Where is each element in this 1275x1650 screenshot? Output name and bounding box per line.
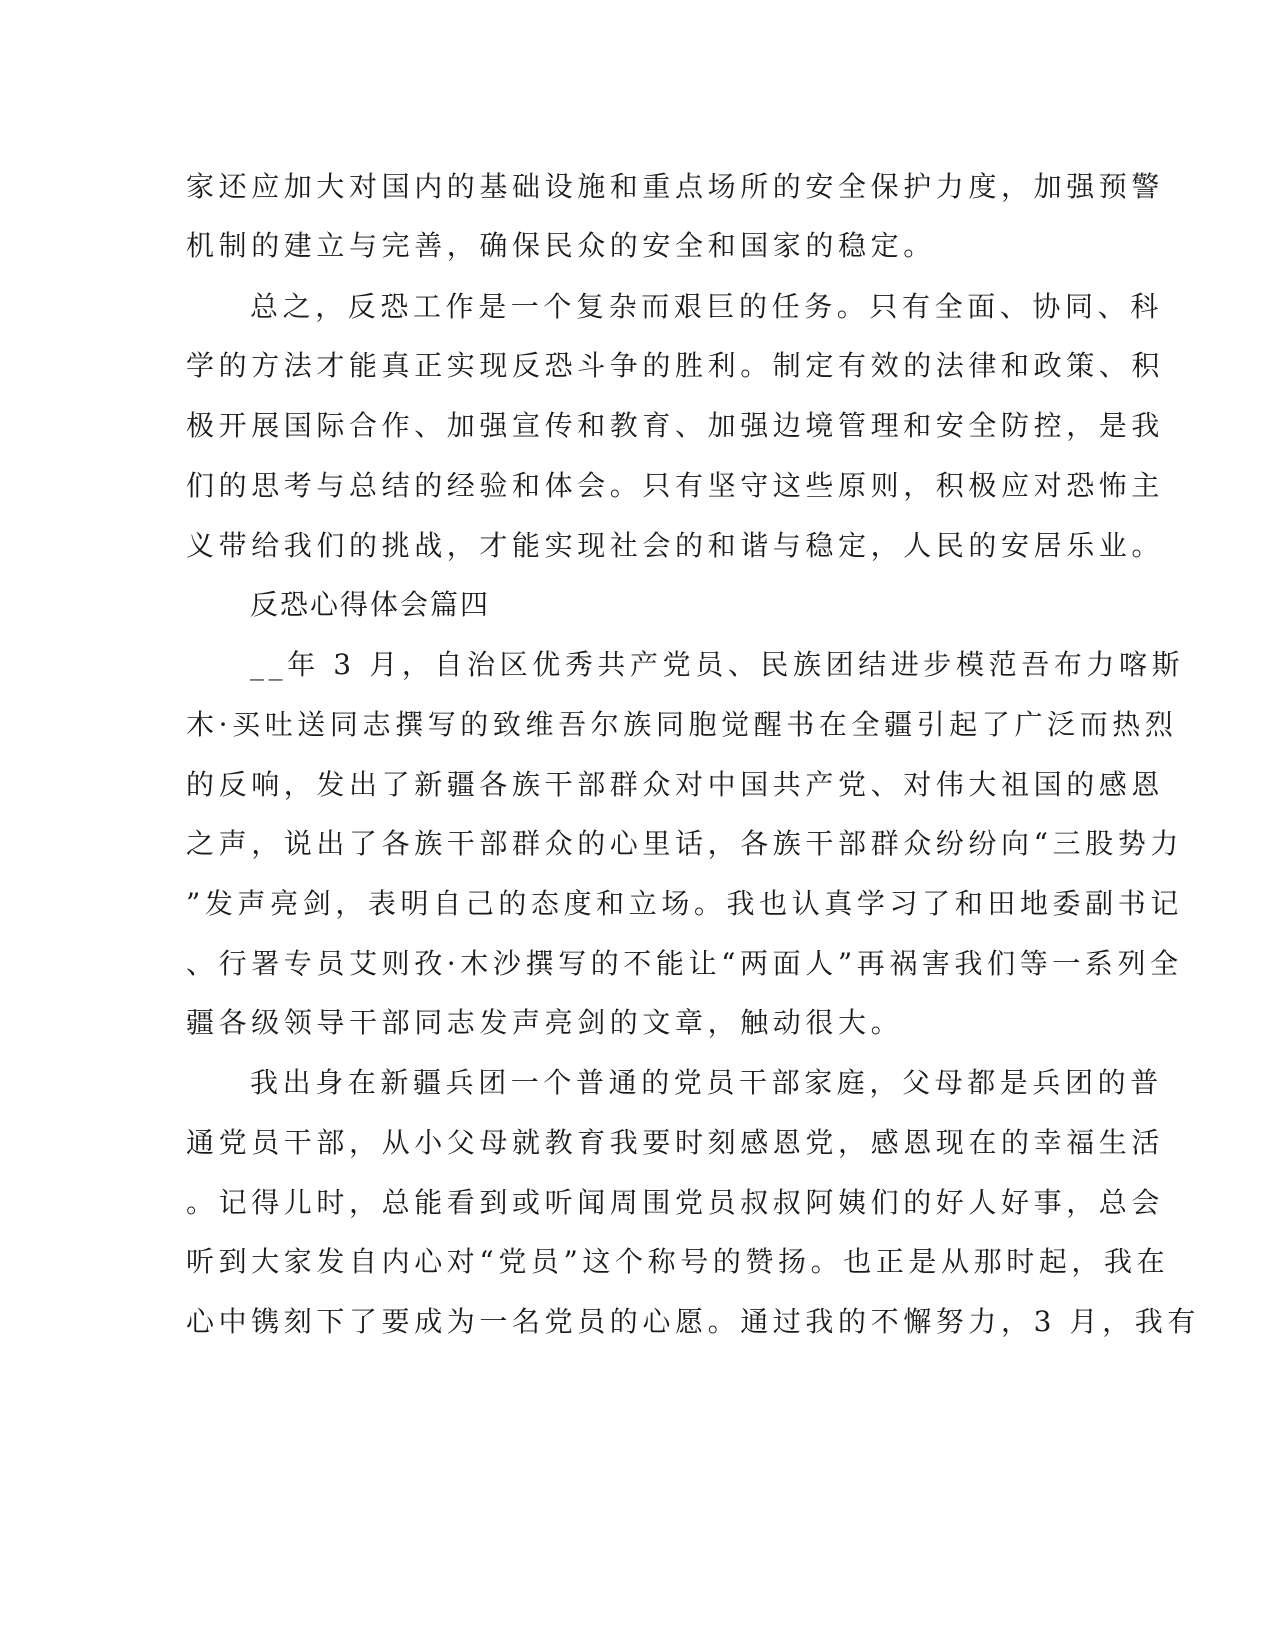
body-text-line: 。记得儿时，总能看到或听闻周围党员叔叔阿姨们的好人好事，总会 bbox=[186, 1186, 1165, 1219]
body-text-line: 义带给我们的挑战，才能实现社会的和谐与稳定，人民的安居乐业。 bbox=[186, 529, 1165, 562]
body-text-line: 、行署专员艾则孜·木沙撰写的不能让“两面人”再祸害我们等一系列全 bbox=[186, 947, 1183, 980]
body-text-line: 总之，反恐工作是一个复杂而艰巨的任务。只有全面、协同、科 bbox=[250, 290, 1163, 323]
body-text-line: 听到大家发自内心对“党员”这个称号的赞扬。也正是从那时起，我在 bbox=[186, 1245, 1170, 1278]
body-text-line: ”发声亮剑，表明自己的态度和立场。我也认真学习了和田地委副书记 bbox=[186, 887, 1183, 920]
body-text-line: 机制的建立与完善，确保民众的安全和国家的稳定。 bbox=[186, 229, 936, 262]
body-text-line: 我出身在新疆兵团一个普通的党员干部家庭，父母都是兵团的普 bbox=[250, 1066, 1163, 1099]
body-text-line: 通党员干部，从小父母就教育我要时刻感恩党，感恩现在的幸福生活 bbox=[186, 1126, 1165, 1159]
body-text-line: __年 3 月，自治区优秀共产党员、民族团结进步模范吾布力喀斯 bbox=[250, 648, 1185, 681]
body-text-line: 家还应加大对国内的基础设施和重点场所的安全保护力度，加强预警 bbox=[186, 170, 1165, 203]
section-heading: 反恐心得体会篇四 bbox=[250, 588, 491, 621]
body-text-line: 木·买吐送同志撰写的致维吾尔族同胞觉醒书在全疆引起了广泛而热烈 bbox=[186, 708, 1178, 741]
body-text-line: 的反响，发出了新疆各族干部群众对中国共产党、对伟大祖国的感恩 bbox=[186, 768, 1165, 801]
body-text-line: 心中镌刻下了要成为一名党员的心愿。通过我的不懈努力，3 月，我有 bbox=[186, 1305, 1200, 1338]
body-text-line: 学的方法才能真正实现反恐斗争的胜利。制定有效的法律和政策、积 bbox=[186, 349, 1165, 382]
body-text-line: 疆各级领导干部同志发声亮剑的文章，触动很大。 bbox=[186, 1006, 904, 1039]
body-text-line: 极开展国际合作、加强宣传和教育、加强边境管理和安全防控，是我 bbox=[186, 409, 1165, 442]
body-text-line: 们的思考与总结的经验和体会。只有坚守这些原则，积极应对恐怖主 bbox=[186, 469, 1165, 502]
body-text-line: 之声，说出了各族干部群众的心里话，各族干部群众纷纷向“三股势力 bbox=[186, 827, 1183, 860]
